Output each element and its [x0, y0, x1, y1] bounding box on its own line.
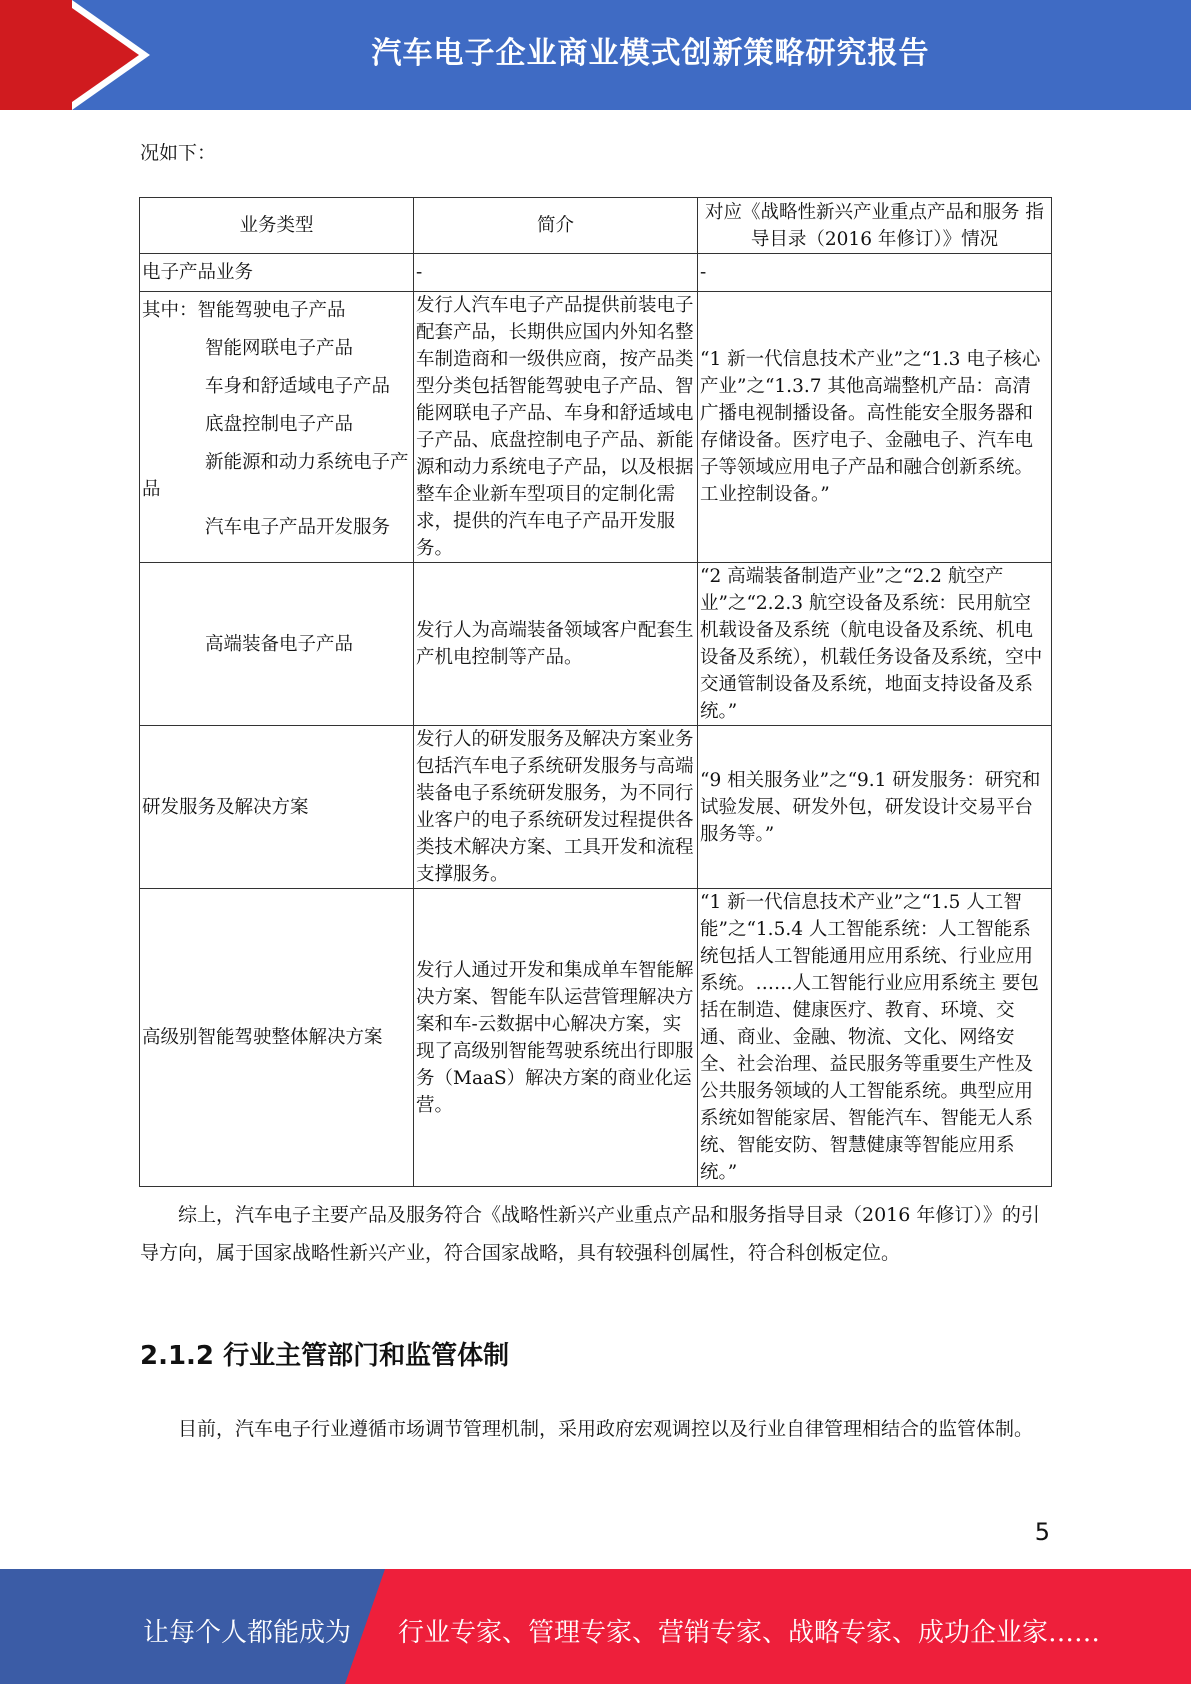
- cell-type: 电子产品业务: [140, 254, 414, 292]
- table-row: [140, 292, 1052, 563]
- section-paragraph: 目前，汽车电子行业遵循市场调节管理机制，采用政府宏观调控以及行业自律管理相结合的监管体制。: [178, 1418, 1034, 1440]
- cell-mapping: “1 新一代信息技术产业”之“1.3 电子核心产业”之“1.3.7 其他高端整机产品：高清广播电视制播设备。高性能安全服务器和存储设备。医疗电子、金融电子、汽车电子等领域应用电子产品和融合创新系统。工业控制设备。”: [698, 292, 1052, 563]
- cell-type-sublist: [140, 292, 414, 563]
- sub-item: 新能源和动力系统电子产品: [142, 452, 409, 500]
- cell-mapping: “1 新一代信息技术产业”之“1.5 人工智能”之“1.5.4 人工智能系统：人工智能系统包括人工智能通用应用系统、行业应用系统。……人工智能行业应用系统主 要包括在制造、健康医疗、教育、环境、交通、商业、金融、物流、文化、网络安全、社会治理、益民服务等重要生产性及公共服务领域的人工智能系统。典型应用系统如智能家居、智能汽车、智能无人系统、智能安防、智慧健康等智能应用系统。”: [698, 889, 1052, 1187]
- cell-mapping: “9 相关服务业”之“9.1 研发服务：研究和试验发展、研发外包，研发设计交易平台服务等。”: [698, 726, 1052, 889]
- header-title: 汽车电子企业商业模式创新策略研究报告: [371, 36, 930, 71]
- business-table: [139, 197, 1052, 1187]
- cell-mapping: “2 高端装备制造产业”之“2.2 航空产业”之“2.2.3 航空设备及系统：民用航空机载设备及系统（航电设备及系统、机电设备及系统），机载任务设备及系统，空中交通管制设备及系统，地面支持设备及系统。”: [698, 563, 1052, 726]
- header-red-chevron: [72, 8, 139, 102]
- header-red-accent: [0, 0, 72, 110]
- sub-item: 车身和舒适域电子产品: [205, 376, 391, 397]
- footer-slogan-left: 让每个人都能成为: [143, 1618, 352, 1648]
- intro-text: 况如下：: [140, 142, 217, 164]
- table-row: [140, 254, 1052, 292]
- header-cell-mapping: 对应《战略性新兴产业重点产品和服务 指导目录（2016 年修订）》情况: [698, 198, 1052, 254]
- sub-item: 汽车电子产品开发服务: [205, 517, 391, 538]
- footer-slogan-right: 行业专家、管理专家、营销专家、战略专家、成功企业家……: [398, 1618, 1101, 1648]
- cell-mapping: -: [698, 254, 1052, 292]
- page-footer: [0, 1569, 1191, 1684]
- table-row: [140, 889, 1052, 1187]
- page-number: 5: [1034, 1518, 1050, 1546]
- cell-type: 研发服务及解决方案: [140, 726, 414, 889]
- table-row: [140, 563, 1052, 726]
- page-header: [0, 0, 1191, 110]
- summary-paragraph: 综上，汽车电子主要产品及服务符合《战略性新兴产业重点产品和服务指导目录（2016 年修订）》的引导方向，属于国家战略性新兴产业，符合国家战略，具有较强科创属性，符合科创板定位。: [140, 1204, 1040, 1264]
- section-heading: 2.1.2 行业主管部门和监管体制: [140, 1341, 510, 1371]
- sub-item: 智能网联电子产品: [205, 338, 354, 359]
- cell-type: 高端装备电子产品: [140, 563, 414, 726]
- sub-item: 底盘控制电子产品: [205, 414, 354, 435]
- cell-type: 高级别智能驾驶整体解决方案: [140, 889, 414, 1187]
- table-header-row: [140, 198, 1052, 254]
- header-cell-intro: 简介: [414, 198, 698, 254]
- sub-item: 其中：智能驾驶电子产品: [142, 300, 346, 321]
- header-cell-type: 业务类型: [140, 198, 414, 254]
- cell-intro: -: [414, 254, 698, 292]
- cell-intro: 发行人通过开发和集成单车智能解决方案、智能车队运营管理解决方案和车-云数据中心解决方案，实现了高级别智能驾驶系统出行即服务（MaaS）解决方案的商业化运营。: [414, 889, 698, 1187]
- table-row: [140, 726, 1052, 889]
- cell-intro: 发行人汽车电子产品提供前装电子配套产品，长期供应国内外知名整车制造商和一级供应商，按产品类型分类包括智能驾驶电子产品、智能网联电子产品、车身和舒适域电子产品、底盘控制电子产品、新能源和动力系统电子产品，以及根据整车企业新车型项目的定制化需求，提供的汽车电子产品开发服务。: [414, 292, 698, 563]
- cell-intro: 发行人的研发服务及解决方案业务包括汽车电子系统研发服务与高端装备电子系统研发服务，为不同行业客户的电子系统研发过程提供各类技术解决方案、工具开发和流程支撑服务。: [414, 726, 698, 889]
- cell-intro: 发行人为高端装备领域客户配套生产机电控制等产品。: [414, 563, 698, 726]
